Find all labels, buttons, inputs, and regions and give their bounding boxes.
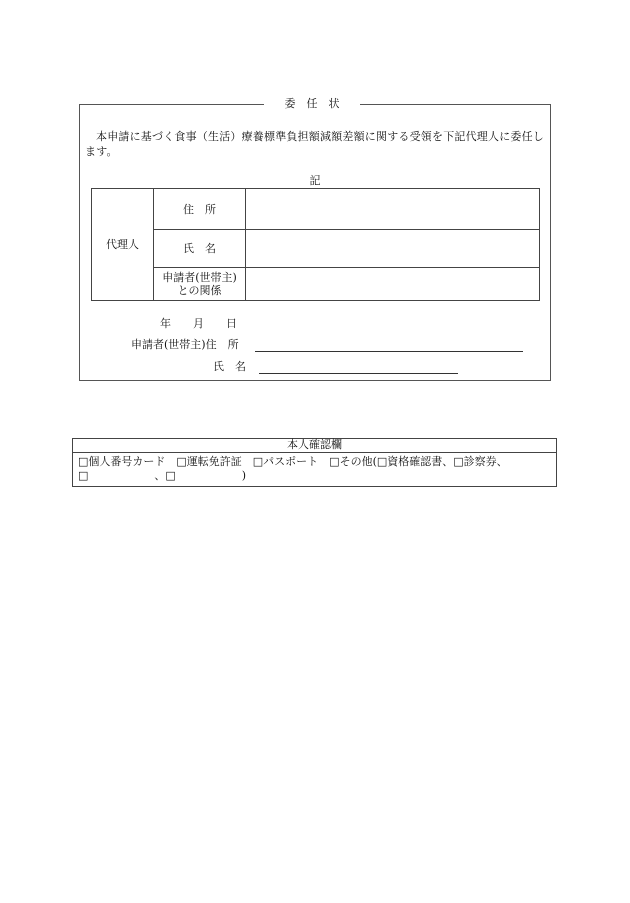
ki-heading: 記 xyxy=(309,174,321,187)
agent-name-field[interactable] xyxy=(246,230,540,268)
id-check-title: 本人確認欄 xyxy=(72,438,557,453)
agent-relation-label xyxy=(154,268,246,301)
proxy-form-title: 委 任 状 xyxy=(264,96,360,112)
agent-name-label: 氏 名 xyxy=(154,230,246,268)
proxy-intro-text: 本申請に基づく食事（生活）療養標準負担額減額差額に関する受領を下記代理人に委任します。 xyxy=(85,130,544,158)
applicant-name-line[interactable] xyxy=(259,373,458,374)
id-check-options-line1: □個人番号カード □運転免許証 □パスポート □その他(□資格確認書、□診察券、 xyxy=(78,455,508,468)
agent-address-field[interactable] xyxy=(246,189,540,230)
agent-relation-field[interactable] xyxy=(246,268,540,301)
applicant-name-label: 氏 名 xyxy=(213,360,246,373)
agent-table xyxy=(91,188,540,301)
date-line: 年 月 日 xyxy=(160,317,237,330)
applicant-address-label: 申請者(世帯主)住 所 xyxy=(131,338,239,351)
agent-address-label: 住 所 xyxy=(154,189,246,230)
applicant-address-line[interactable] xyxy=(255,351,523,352)
relation-label-line1: 申請者(世帯主) xyxy=(162,271,237,284)
id-check-options-line2: □ 、□ ) xyxy=(78,469,247,482)
agent-label: 代理人 xyxy=(92,189,154,301)
relation-label-line2: との関係 xyxy=(177,284,222,297)
